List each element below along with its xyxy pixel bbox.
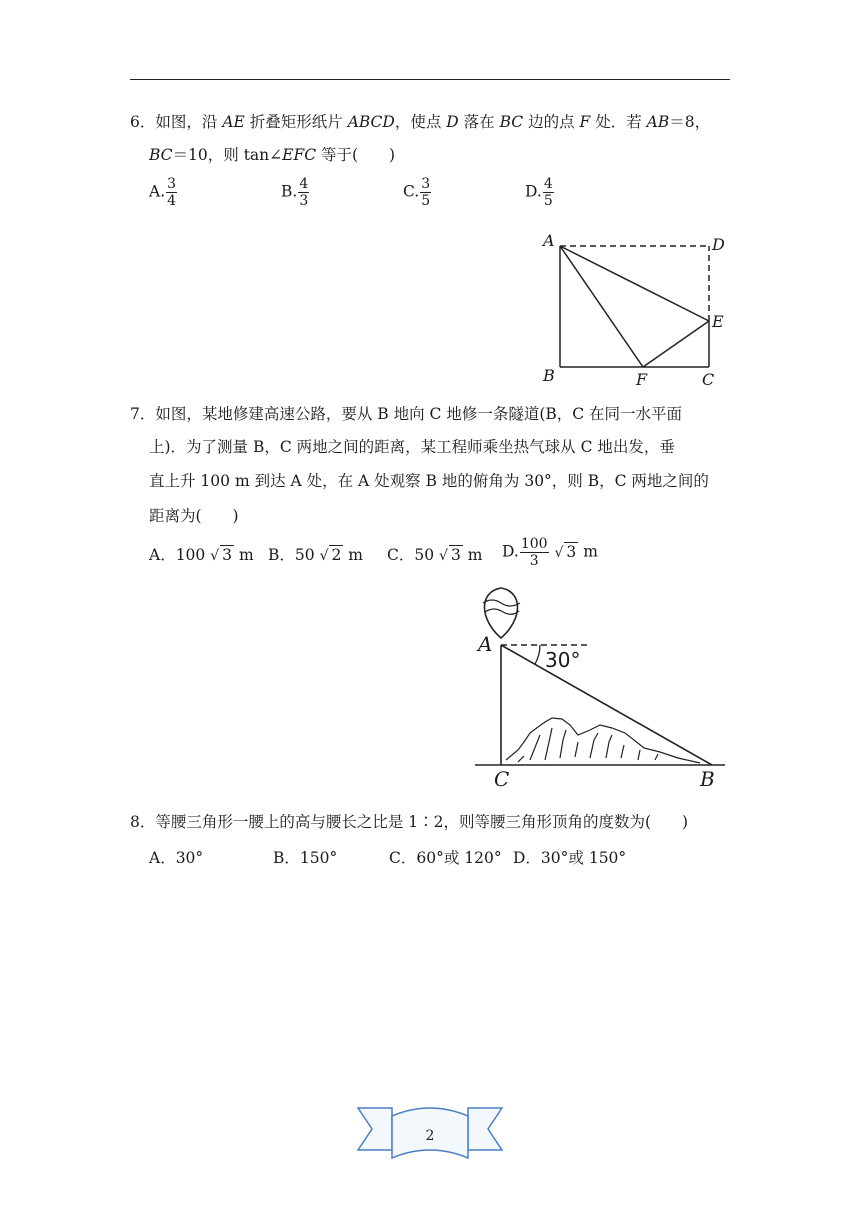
sqrt-symbol: √ 3: [439, 546, 461, 564]
q6-option-b[interactable]: B. $\frac{4}{3}$: [281, 176, 309, 209]
label-b: B: [543, 366, 555, 385]
q7-line3: 直上升 100 m 到达 A 处，在 A 处观察 B 地的俯角为 30°，则 B，C 两地之间的: [149, 472, 709, 490]
q8-option-c[interactable]: C．60°或 120°: [389, 849, 502, 867]
sqrt-symbol: √ 3: [554, 542, 577, 561]
label-angle: 30°: [545, 648, 581, 672]
q6-line2: BC＝10，则 tan∠EFC 等于( ): [149, 146, 396, 164]
label-c: C: [494, 767, 510, 791]
sqrt-symbol: √ 2: [319, 546, 342, 564]
q6-option-c[interactable]: C. $\frac{3}{5}$: [403, 176, 431, 209]
q7-option-d[interactable]: D. $\frac{100}{3}$ √ 3 m: [502, 536, 598, 569]
q6-option-a[interactable]: A. $\frac{3}{4}$: [149, 176, 177, 209]
q8-stem: 8．等腰三角形一腰上的高与腰长之比是 1∶2，则等腰三角形顶角的度数为( ): [130, 813, 689, 831]
q8-option-a[interactable]: A．30°: [149, 849, 204, 867]
q7-option-a[interactable]: A．100 √ 3 m: [149, 546, 254, 564]
q7-option-b[interactable]: B．50 √ 2 m: [268, 546, 363, 564]
q7-line2: 上)．为了测量 B，C 两地之间的距离，某工程师乘坐热气球从 C 地出发，垂: [149, 438, 675, 456]
q8-option-b[interactable]: B．150°: [273, 849, 338, 867]
label-d: D: [712, 235, 725, 254]
q8-option-d[interactable]: D．30°或 150°: [513, 849, 627, 867]
label-f: F: [636, 370, 648, 389]
q6-line1: 6．如图，沿 AE 折叠矩形纸片 ABCD，使点 D 落在 BC 边的点 F 处．若 AB＝8，: [130, 113, 711, 131]
label-a: A: [478, 632, 493, 656]
label-b: B: [700, 767, 715, 791]
sqrt-symbol: √ 3: [210, 546, 233, 564]
q7-line1: 7．如图，某地修建高速公路，要从 B 地向 C 地修一条隧道(B，C 在同一水平面: [130, 405, 683, 423]
label-a: A: [543, 231, 555, 250]
q7-line4: 距离为( ): [149, 507, 239, 525]
page-number: 2: [425, 1128, 435, 1144]
q6-option-d[interactable]: D. $\frac{4}{5}$: [525, 176, 553, 209]
label-e: E: [712, 312, 724, 331]
label-c: C: [702, 370, 715, 389]
q7-option-c[interactable]: C．50 √ 3 m: [387, 546, 483, 564]
